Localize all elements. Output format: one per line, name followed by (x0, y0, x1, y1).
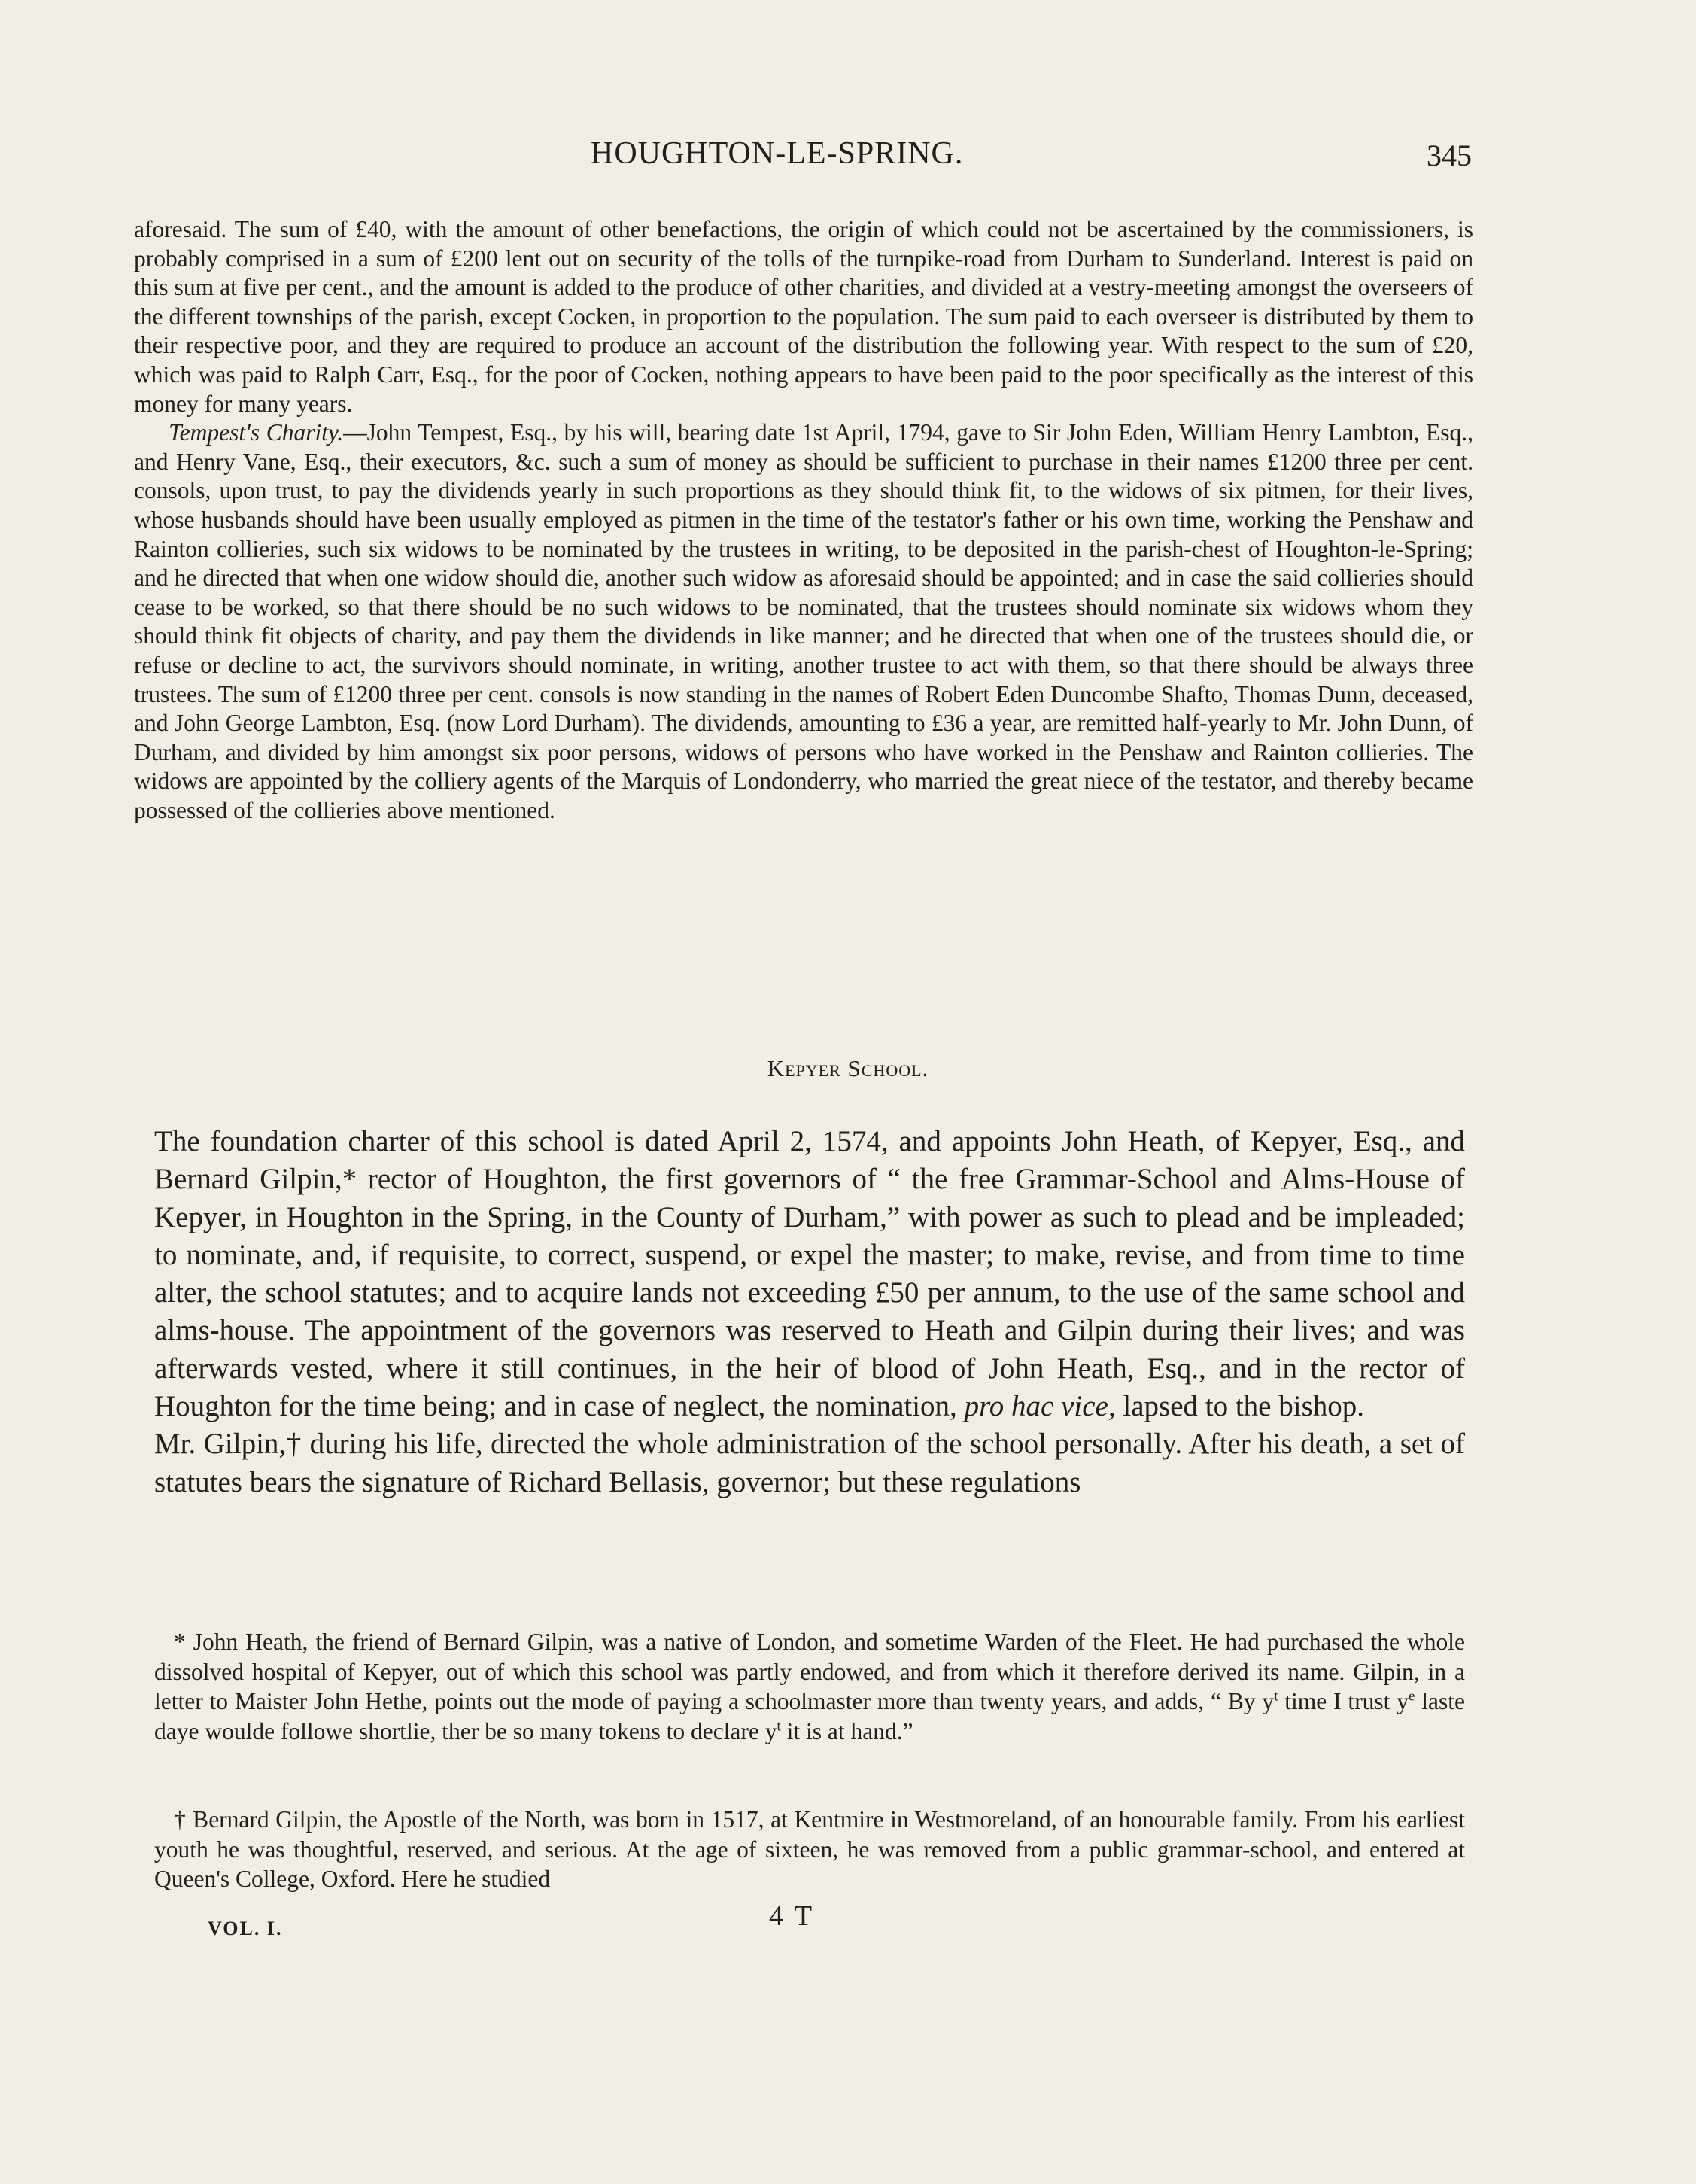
footnote-heath-text: it is at hand.” (780, 1717, 913, 1744)
tempest-charity-paragraph (134, 418, 1473, 825)
tempest-charity-title: Tempest's Charity. (169, 419, 344, 446)
superscript: e (1409, 1688, 1415, 1705)
footer-volume: VOL. I. (208, 1918, 283, 1939)
kepyer-paragraph-1-latin: pro hac vice, (964, 1390, 1116, 1423)
charity-paragraph-1: aforesaid. The sum of £40, with the amount of other benefactions, the origin of which could not be ascertained by the commissioners, is probably comprised in a sum of £200 lent out on security of the tolls of the turnpike-road from Durham to Sunderland. Interest is paid on this sum at five per cent., and the amount is added to the produce of other charities, and divided at a vestry-meeting amongst the overseers of the different townships of the parish, except Cocken, in proportion to the population. The sum paid to each overseer is distributed by them to their respective poor, and they are required to produce an account of the distribution the following year. With respect to the sum of £20, which was paid to Ralph Carr, Esq., for the poor of Cocken, nothing appears to have been paid to the poor specifically as the interest of this money for many years. (134, 216, 1473, 417)
kepyer-section-body (154, 1123, 1465, 1501)
footnote-heath (154, 1627, 1465, 1746)
kepyer-paragraph-1 (154, 1123, 1465, 1425)
footnote-heath-text: * John Heath, the friend of Bernard Gilpin, was a native of London, and sometime Warden of the Fleet. He had purchased the whole dissolved hospital of Kepyer, out of which this school was partly endowed, and from which it therefore derived its name. Gilpin, in a letter to Maister John Hethe, points out the mode of paying a schoolmaster more than twenty years, and adds, “ By y (154, 1629, 1465, 1714)
running-header-title: HOUGHTON-LE-SPRING. (591, 136, 964, 171)
superscript: t (1274, 1688, 1278, 1705)
superscript: t (777, 1718, 781, 1734)
footnote-heath-text: laste daye woulde followe shortlie, ther be so many tokens to declare y (154, 1688, 1465, 1744)
footer-signature-mark: 4 T (769, 1900, 815, 1932)
kepyer-paragraph-2: Mr. Gilpin,† during his life, directed the whole administration of the school personally. After his death, a set of statutes bears the signature of Richard Bellasis, governor; but these regulations (154, 1428, 1465, 1498)
kepyer-school-heading: Kepyer School. (767, 1055, 929, 1081)
footnote-gilpin: † Bernard Gilpin, the Apostle of the North, was born in 1517, at Kentmire in Westmoreland, of an honourable family. From his earliest youth he was thoughtful, reserved, and serious. At the age of sixteen, he was removed from a public grammar-school, and entered at Queen's College, Oxford. Here he studied (154, 1806, 1465, 1892)
kepyer-paragraph-1-end: lapsed to the bishop. (1123, 1390, 1365, 1423)
footnote-heath-text: time I trust y (1278, 1688, 1409, 1714)
charity-section (134, 215, 1473, 825)
kepyer-paragraph-1-text: The foundation charter of this school is dated April 2, 1574, and appoints John Heath, of Kepyer, Esq., and Bernard Gilpin,* rector of Houghton, the first governors of “ the free Grammar-School and Alms-House of Kepyer, in Houghton in the Spring, in the County of Durham,” with power as such to plead and be impleaded; to nominate, and, if requisite, to correct, suspend, or expel the master; to make, revise, and from time to time alter, the school statutes; and to acquire lands not exceeding £50 per annum, to the use of the same school and alms-house. The appointment of the governors was reserved to Heath and Gilpin during their lives; and was afterwards vested, where it still continues, in the heir of blood of John Heath, Esq., and in the rector of Houghton for the time being; and in case of neglect, the nomination, (154, 1125, 1465, 1423)
page-number: 345 (1427, 138, 1472, 172)
tempest-charity-text: —John Tempest, Esq., by his will, bearing date 1st April, 1794, gave to Sir John Eden, William Henry Lambton, Esq., and Henry Vane, Esq., their executors, &c. such a sum of money as should be sufficient to purchase in their names £1200 three per cent. consols, upon trust, to pay the dividends yearly in such proportions as they should think fit, to the widows of six pitmen, for their lives, whose husbands should have been usually employed as pitmen in the time of the testator's father or his own time, working the Penshaw and Rainton collieries, such six widows to be nominated by the trustees in writing, to be deposited in the parish-chest of Houghton-le-Spring; and he directed that when one widow should die, another such widow as aforesaid should be appointed; and in case the said collieries should cease to be worked, so that there should be no such widows to be nominated, that the trustees should nominate six widows whom they should think fit objects of charity, and pay them the dividends in like manner; and he directed that when one of the trustees should die, or refuse or decline to act, the survivors should nominate, in writing, another trustee to act with them, so that there should be always three trustees. The sum of £1200 three per cent. consols is now standing in the names of Robert Eden Duncombe Shafto, Thomas Dunn, deceased, and John George Lambton, Esq. (now Lord Durham). The dividends, amounting to £36 a year, are remitted half-yearly to Mr. John Dunn, of Durham, and divided by him amongst six poor persons, widows of persons who have worked in the Penshaw and Rainton collieries. The widows are appointed by the colliery agents of the Marquis of Londonderry, who married the great niece of the testator, and thereby became possessed of the collieries above mentioned. (134, 419, 1473, 823)
